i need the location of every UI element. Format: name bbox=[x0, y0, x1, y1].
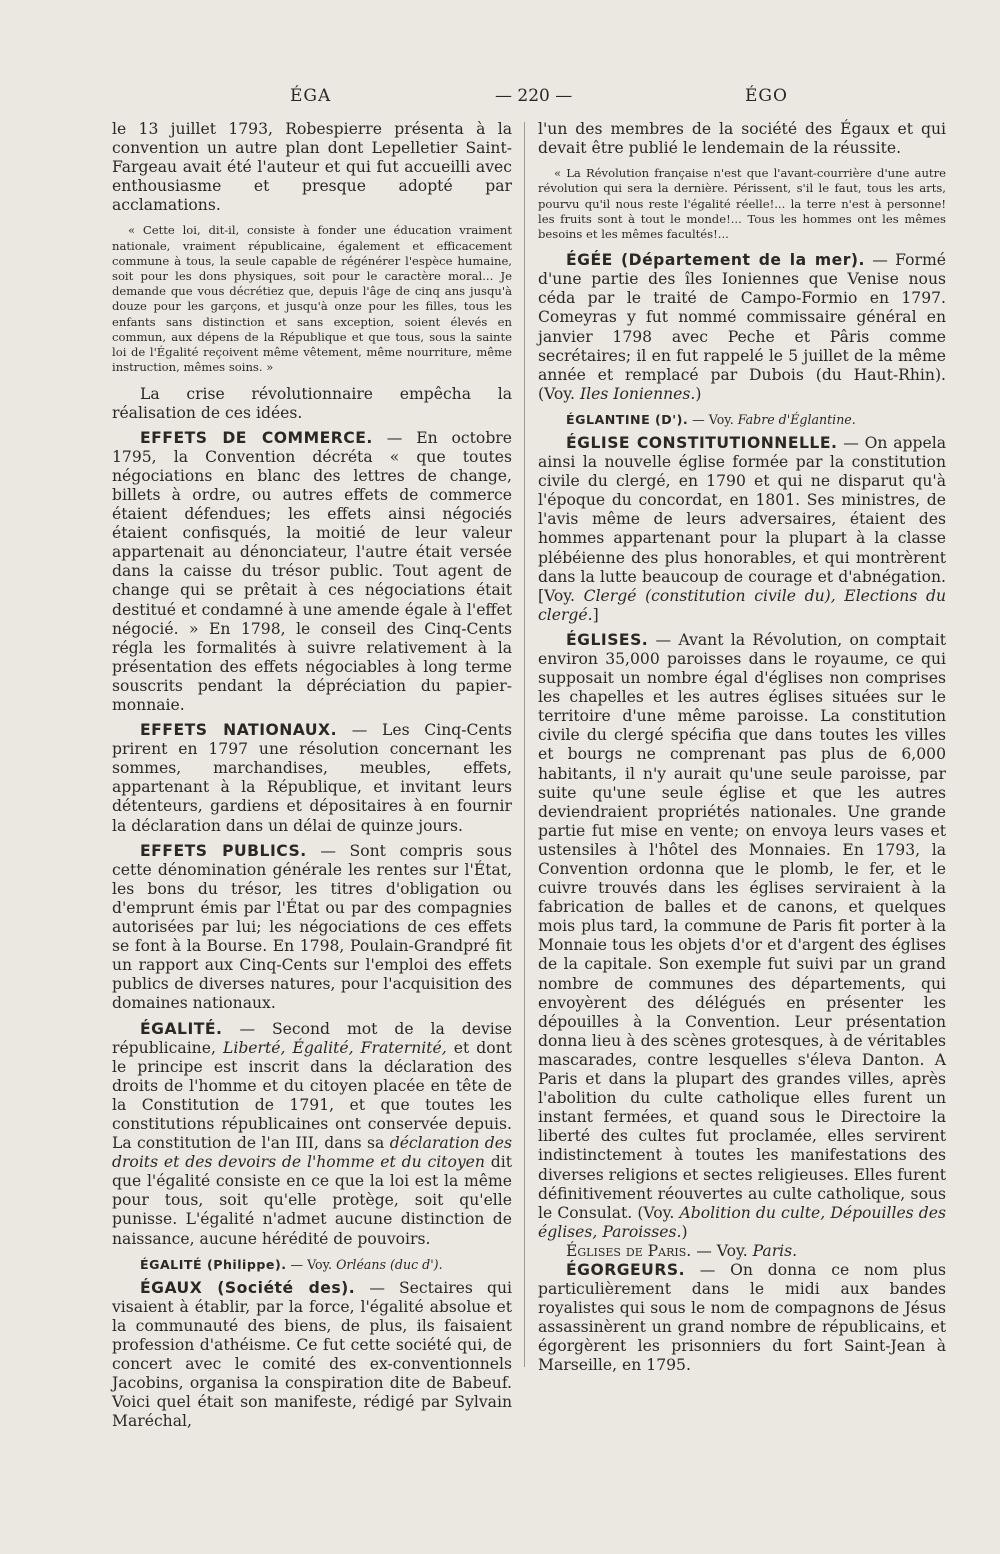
entry-text: — Sectaires qui visaient à établir, par la force, l'égalité absolue et la communauté des biens, de plus, ils faisaient profession d'athéisme. Ce fut cette société qui, de concert avec le comité des ex-conventionnels Jacobins, organisa la conspiration dite de Babeuf. Voici quel était son manifeste, rédigé par Sylvain Maréchal, bbox=[112, 1278, 512, 1431]
entry-term: ÉGAUX (Société des). bbox=[140, 1278, 356, 1297]
entry-egaux bbox=[112, 1279, 512, 1432]
entry-term: ÉGORGEURS. bbox=[566, 1260, 685, 1279]
cross-reference: Iles Ioniennes. bbox=[579, 384, 696, 403]
entry-term: Églises de Paris. bbox=[566, 1241, 692, 1260]
see-also: — Voy. bbox=[286, 1256, 337, 1272]
entry-text: ) bbox=[695, 384, 702, 403]
cross-reference: Paris. bbox=[752, 1241, 798, 1260]
column-divider bbox=[524, 122, 525, 1367]
entry-term: ÉGLISES. bbox=[566, 630, 649, 649]
header-left-keyword: ÉGA bbox=[290, 86, 332, 106]
entry-effets-de-commerce bbox=[112, 429, 512, 715]
entry-text: — En octobre 1795, la Convention décréta « que toutes négociations en blanc des lettres de change, billets à ordre, ou autres effets de commerce étaient défendues; les effets ainsi négociés étaient confisqués, la moitié de leur valeur appartenait au dénonciateur, l'autre était versée dans la caisse du trésor public. Tout agent de change qui se prêtait à ces négociations était destitué et condamné à une amende égale à l'effet négocié. » En 1798, le conseil des Cinq-Cents régla les formalités à suivre relativement à la présentation des effets négociables à long terme souscrits pendant la dépréciation du papier-monnaie. bbox=[112, 428, 512, 714]
running-header bbox=[0, 86, 1000, 114]
header-right-keyword: ÉGO bbox=[745, 86, 788, 106]
entry-egee bbox=[538, 251, 946, 404]
entry-text: — Formé d'une partie des îles Ioniennes que Venise nous céda par le traité de Campo-Formio en 1797. Comeyras y fut nommé commissaire général en janvier 1798 avec Peche et Pâris comme secrétaires; il en fut rappelé le 5 juillet de la même année et remplacé par Dubois (du Haut-Rhin). (Voy. bbox=[538, 251, 946, 403]
entry-text: ] bbox=[592, 605, 599, 624]
see-also: — Voy. bbox=[691, 1241, 753, 1260]
cross-reference: Fabre d'Églantine. bbox=[737, 411, 856, 427]
continued-paragraph: le 13 juillet 1793, Robespierre présenta à la convention un autre plan dont Lepelletier Saint-Fargeau avait été l'auteur et qui fut accueilli avec enthousiasme et presque adopté par acclamations. bbox=[112, 120, 512, 215]
continued-paragraph: l'un des membres de la société des Égaux et qui devait être publié le lendemain de la réussite. bbox=[538, 120, 946, 158]
entry-text: — Sont compris sous cette dénomination générale les rentes sur l'État, les bons du trésor, les titres d'obligation ou d'emprunt émis par l'État ou par des compagnies autorisées par lui; les négociations de ces effets se font à la Bourse. En 1798, Poulain-Grandpré fit un rapport aux Cinq-Cents sur l'emploi des effets publics de diverses natures, pour l'acquisition des domaines nationaux. bbox=[112, 841, 512, 1013]
entry-egorgeurs bbox=[538, 1261, 946, 1376]
left-column bbox=[112, 120, 512, 1431]
cross-reference: Clergé (constitution civile du), Elections du clergé. bbox=[538, 586, 946, 624]
entry-text: — On donna ce nom plus particulièrement dans le midi aux bandes royalistes qui sous le nom de compagnons de Jésus assassinèrent un grand nombre de républicains, et égorgèrent les prisonniers du fort Saint-Jean à Marseille, en 1795. bbox=[538, 1260, 946, 1375]
cross-reference: Abolition du culte, Dépouilles des églises, Paroisses. bbox=[538, 1203, 946, 1241]
entry-egalite bbox=[112, 1020, 512, 1249]
quotation-lepelletier: « Cette loi, dit-il, consiste à fonder une éducation vraiment nationale, vraiment républicaine, également et efficacement commune à tous, la seule capable de régénérer l'espèce humaine, soit pour les dons physiques, soit pour le caractère moral... Je demande que vous décrétiez que, depuis l'âge de cinq ans jusqu'à douze pour les garçons, et jusqu'à onze pour les filles, tous les enfants sans distinction et sans exception, soient élevés en commun, aux dépens de la République et que tous, sous la sainte loi de l'Égalité reçoivent même vêtement, même nourriture, même instruction, mêmes soins. » bbox=[112, 223, 512, 375]
entry-effets-nationaux bbox=[112, 721, 512, 836]
entry-term: ÉGALITÉ. bbox=[140, 1019, 223, 1038]
quotation-manifeste: « La Révolution française n'est que l'avant-courrière d'une autre révolution qui sera la dernière. Périssent, s'il le faut, tous les arts, pourvu qu'il nous reste l'égalité réelle!... la terre n'est à personne! les fruits sont à tout le monde!... Tous les hommes ont les mêmes besoins et les mêmes facultés!... bbox=[538, 166, 946, 241]
entry-eglise-constitutionnelle bbox=[538, 434, 946, 625]
entry-term: EFFETS NATIONAUX. bbox=[140, 721, 338, 740]
entry-text: — Avant la Révolution, on comptait environ 35,000 paroisses dans le royaume, ce qui supposait un nombre égal d'églises non comprises les chapelles et les autres églises situées sur le territoire d'une même paroisse. La constitution civile du clergé spécifia que dans toutes les villes et bourgs ne comprenant pas plus de 6,000 habitants, il n'y aurait qu'une seule paroisse, par suite qu'une seule église et que les autres deviendraient propriétés nationales. Une grande partie fut mise en vente; on envoya leurs vases et ustensiles à l'hôtel des Monnaies. En 1793, la Convention ordonna que le plomb, le fer, et le cuivre trouvés dans les églises serviraient à la fabrication de balles et de canons, et quelques mois plus tard, la commune de Paris fit porter à la Monnaie tous les objets d'or et d'argent des églises de la capitale. Son exemple fut suivi par un grand nombre de communes des départements, qui envoyèrent des délégués en présenter les dépouilles à la Convention. Leur présentation donna lieu à des scènes grotesques, à de véritables mascarades, contre lesquelles s'éleva Danton. A Paris et dans la plupart des grandes villes, après l'abolition du culte catholique elles furent un instant fermées, et quand sous le Directoire la liberté des cultes fut proclamée, elles servirent indistinctement à toutes les manifestations des diverses religions et sectes religieuses. Elles furent définitivement réouvertes au culte catholique, sous le Consulat. (Voy. bbox=[538, 630, 946, 1222]
entry-term: ÉGLISE CONSTITUTIONNELLE. bbox=[566, 433, 838, 452]
entry-text: — On appela ainsi la nouvelle église formée par la constitution civile du clergé, en 1790 et qui ne disparut qu'à l'époque du concordat, en 1801. Ses ministres, de l'avis même de leurs adversaires, étaient des hommes appartenant pour la plupart à la classe plébéienne des plus honorables, et qui montrèrent dans la lutte beaucoup de courage et d'abnégation. [Voy. bbox=[538, 433, 946, 605]
entry-egalite-philippe bbox=[112, 1257, 512, 1273]
entry-term: ÉGLANTINE (D'). bbox=[566, 411, 689, 427]
page-number: — 220 — bbox=[495, 86, 573, 106]
entry-term: ÉGALITÉ (Philippe). bbox=[140, 1256, 287, 1272]
see-also: — Voy. bbox=[688, 411, 738, 427]
entry-term: ÉGÉE (Département de la mer). bbox=[566, 251, 865, 270]
paragraph: La crise révolutionnaire empêcha la réalisation de ces idées. bbox=[112, 384, 512, 422]
right-column bbox=[538, 120, 946, 1376]
entry-text: ) bbox=[681, 1222, 688, 1241]
entry-term: EFFETS PUBLICS. bbox=[140, 841, 307, 860]
entry-effets-publics bbox=[112, 842, 512, 1014]
cross-reference: Orléans (duc d'). bbox=[336, 1256, 443, 1272]
entry-text: — Les Cinq-Cents prirent en 1797 une résolution concernant les sommes, marchandises, meubles, effets, appartenant à la République, et invitant leurs détenteurs, gardiens et dépositaires à en fournir la déclaration dans un délai de quinze jours. bbox=[112, 721, 512, 835]
entry-term: EFFETS DE COMMERCE. bbox=[140, 428, 373, 447]
entry-text: — Second mot de la devise républicaine, bbox=[112, 1019, 512, 1057]
entry-eglises-de-paris bbox=[538, 1242, 946, 1261]
entry-text: dit que l'égalité consiste en ce que la loi est la même pour tous, soit qu'elle protège, soit qu'elle punisse. L'égalité n'admet aucune distinction de naissance, aucune hérédité de pouvoirs. bbox=[112, 1153, 512, 1248]
declaration-title-italic: déclaration des droits et des devoirs de l'homme et du citoyen bbox=[112, 1134, 512, 1172]
entry-eglantine bbox=[538, 412, 946, 428]
motto-italic: Liberté, Égalité, Fraternité, bbox=[222, 1038, 447, 1057]
entry-text: et dont le principe est inscrit dans la déclaration des droits de l'homme et du citoyen placée en tête de la Constitution de 1791, et que toutes les constitutions républicaines ont conservée depuis. La constitution de l'an III, dans sa bbox=[112, 1038, 512, 1153]
entry-eglises bbox=[538, 631, 946, 1242]
